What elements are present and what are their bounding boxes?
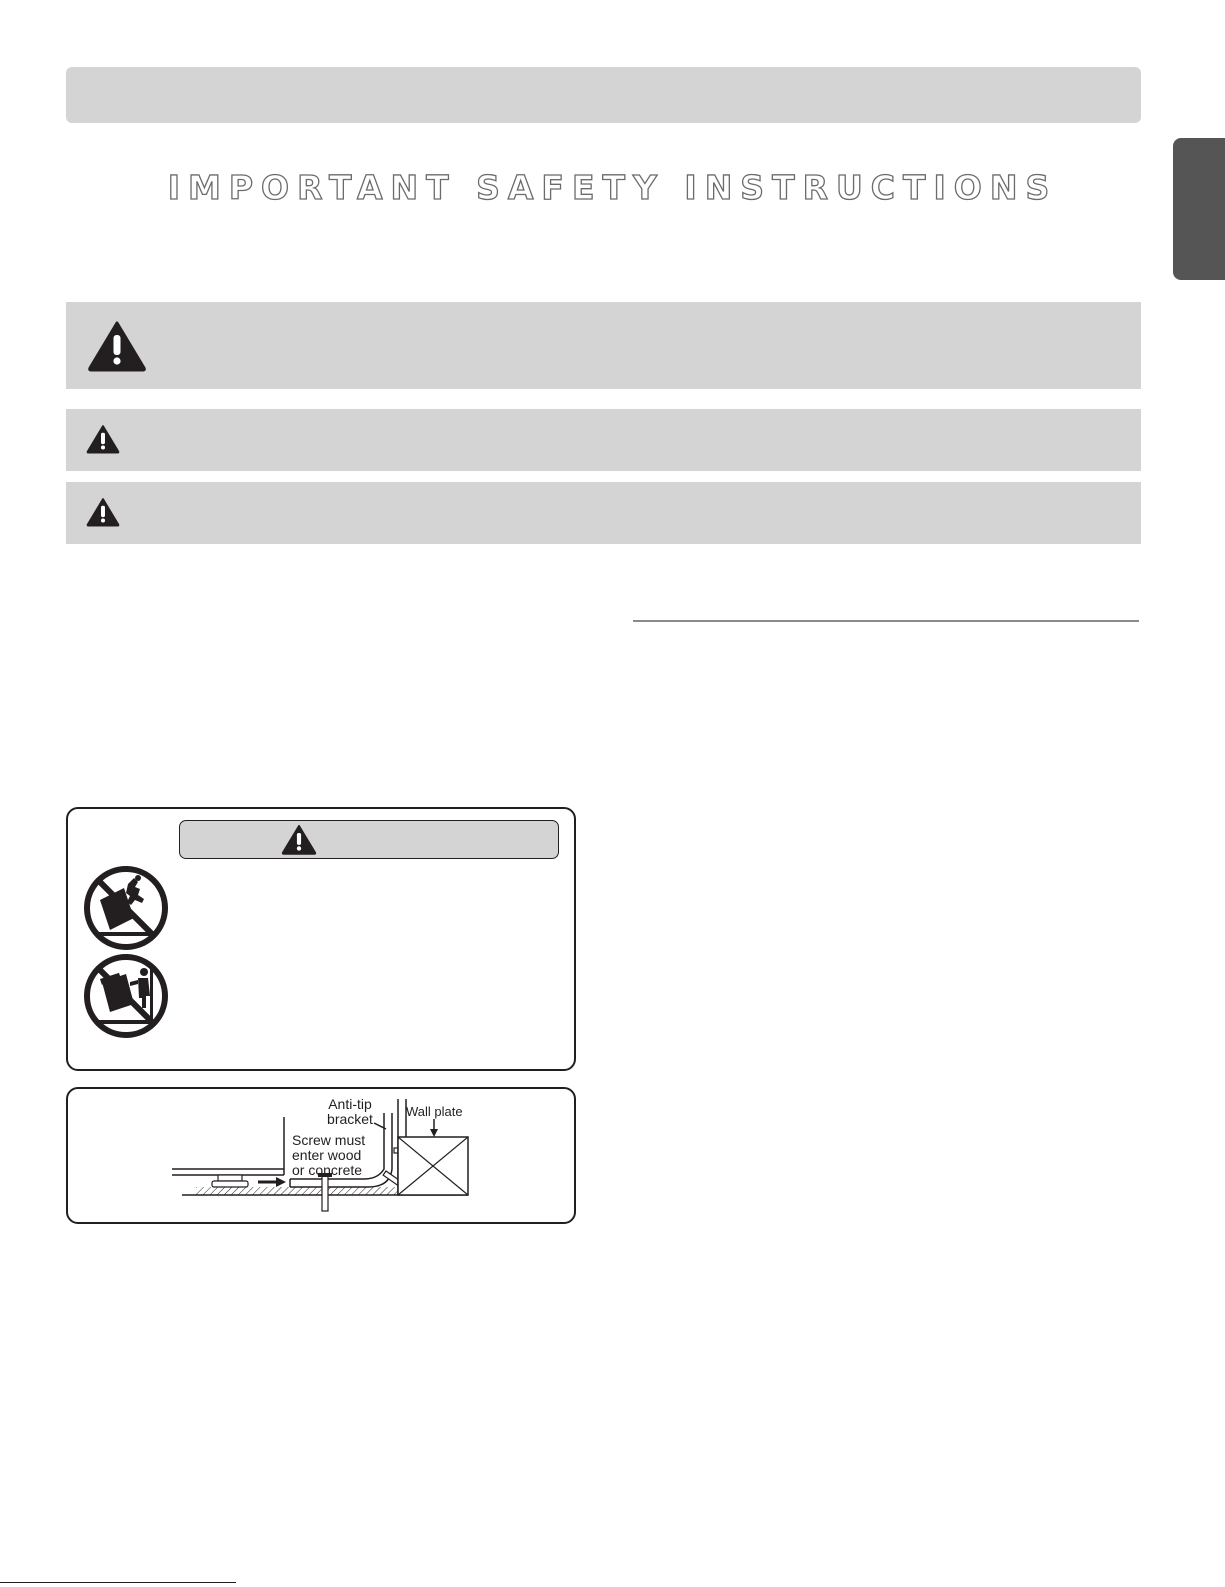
warning-triangle-icon — [86, 497, 120, 527]
anti-tip-diagram-panel — [66, 1087, 576, 1224]
no-climbing-icon — [82, 864, 170, 952]
warning-triangle-icon — [281, 824, 317, 855]
section-tab[interactable] — [1173, 138, 1225, 280]
screw-label: Screw must enter wood or concrete — [292, 1132, 366, 1178]
tip-over-icon — [82, 952, 170, 1040]
footer-rule — [0, 1582, 236, 1583]
page-title: IMPORTANT SAFETY INSTRUCTIONS — [167, 168, 1058, 207]
warning-banner-2 — [66, 409, 1141, 471]
warning-triangle-icon — [87, 320, 147, 372]
tip-over-warning-panel — [66, 807, 576, 1071]
section-divider — [633, 620, 1139, 622]
wall-plate-label: Wall plate — [406, 1104, 463, 1119]
header-bar — [66, 67, 1141, 123]
anti-tip-label: Anti-tip bracket — [327, 1096, 373, 1127]
warning-banner-3 — [66, 482, 1141, 544]
warning-triangle-icon — [86, 424, 120, 454]
warning-banner-main — [66, 302, 1141, 389]
panel-warning-header — [179, 820, 559, 859]
